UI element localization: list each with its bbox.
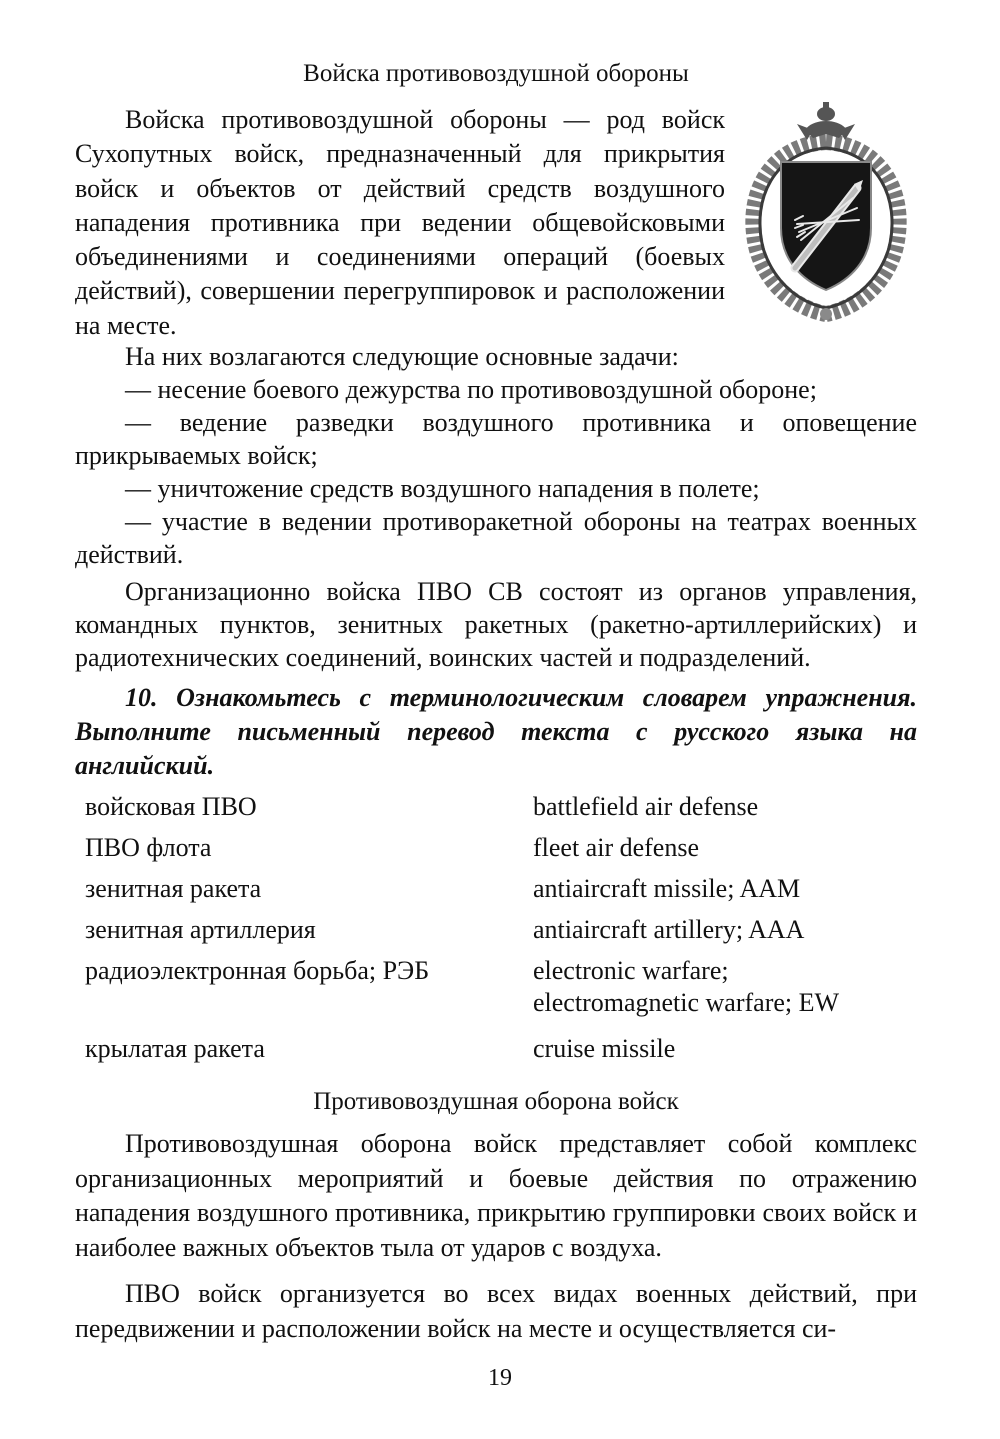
term-english: cruise missile [533,1034,676,1063]
section2-body [75,1127,917,1346]
section-title: Войска противовоздушной обороны [303,60,689,87]
body-paragraph: ПВО войск организуется во всех видах военных действий, при передвижении и расположении войск на месте и осуществляется си- [75,1279,917,1343]
exercise-instruction: 10. Ознакомьтесь с терминологическим словарем упражнения. Выполните письменный перевод текста с русского языка на английский. [75,683,917,780]
term-english: electromagnetic warfare; EW [533,988,840,1017]
task-item: — ведение разведки воздушного противника и оповещение прикрываемых войск; [75,408,917,470]
term-russian: радиоэлектронная борьба; РЭБ [85,956,430,985]
page-number: 19 [488,1365,512,1391]
section-title: Противовоздушная оборона войск [313,1088,679,1115]
term-english: fleet air defense [533,833,700,862]
task-item: — несение боевого дежурства по противовоздушной обороне; [125,375,817,404]
term-english: electronic warfare; [533,956,729,985]
term-russian: зенитная ракета [85,874,262,903]
organization-paragraph: Организационно войска ПВО СВ состоят из органов управления, командных пунктов, зенитных ракетных (ракетно-артиллерийских) и радиотехнических соединений, воинских частей и подразделений. [75,577,917,672]
term-russian: ПВО флота [85,833,212,862]
intro-paragraph: Войска противовоздушной обороны — род войск Сухопутных войск, предназначенный для прикрытия войск и объектов от действий средств воздушного нападения противника при ведении общевойсковыми объединениями и соединениями операций (боевых действий), совершении перегруппировок и расположении на месте. [75,105,725,340]
term-russian: крылатая ракета [85,1034,265,1063]
air-defense-emblem-icon [735,100,917,326]
term-russian: зенитная артиллерия [85,915,316,944]
tasks-lead: На них возлагаются следующие основные задачи: [125,342,679,371]
term-english: antiaircraft artillery; AAA [533,915,805,944]
term-russian: войсковая ПВО [85,792,257,821]
term-english: antiaircraft missile; AAM [533,874,801,903]
section1-body [75,340,917,674]
task-item: — уничтожение средств воздушного нападения в полете; [125,474,760,503]
term-english: battlefield air defense [533,792,759,821]
body-paragraph: Противовоздушная оборона войск представляет собой комплекс организационных мероприятий и боевые действия по отражению нападения воздушного противника, прикрытию группировки своих войск и наиболее важных объектов тыла от ударов с воздуха. [75,1129,917,1262]
task-item: — участие в ведении противоракетной обороны на театрах военных действий. [75,507,917,569]
